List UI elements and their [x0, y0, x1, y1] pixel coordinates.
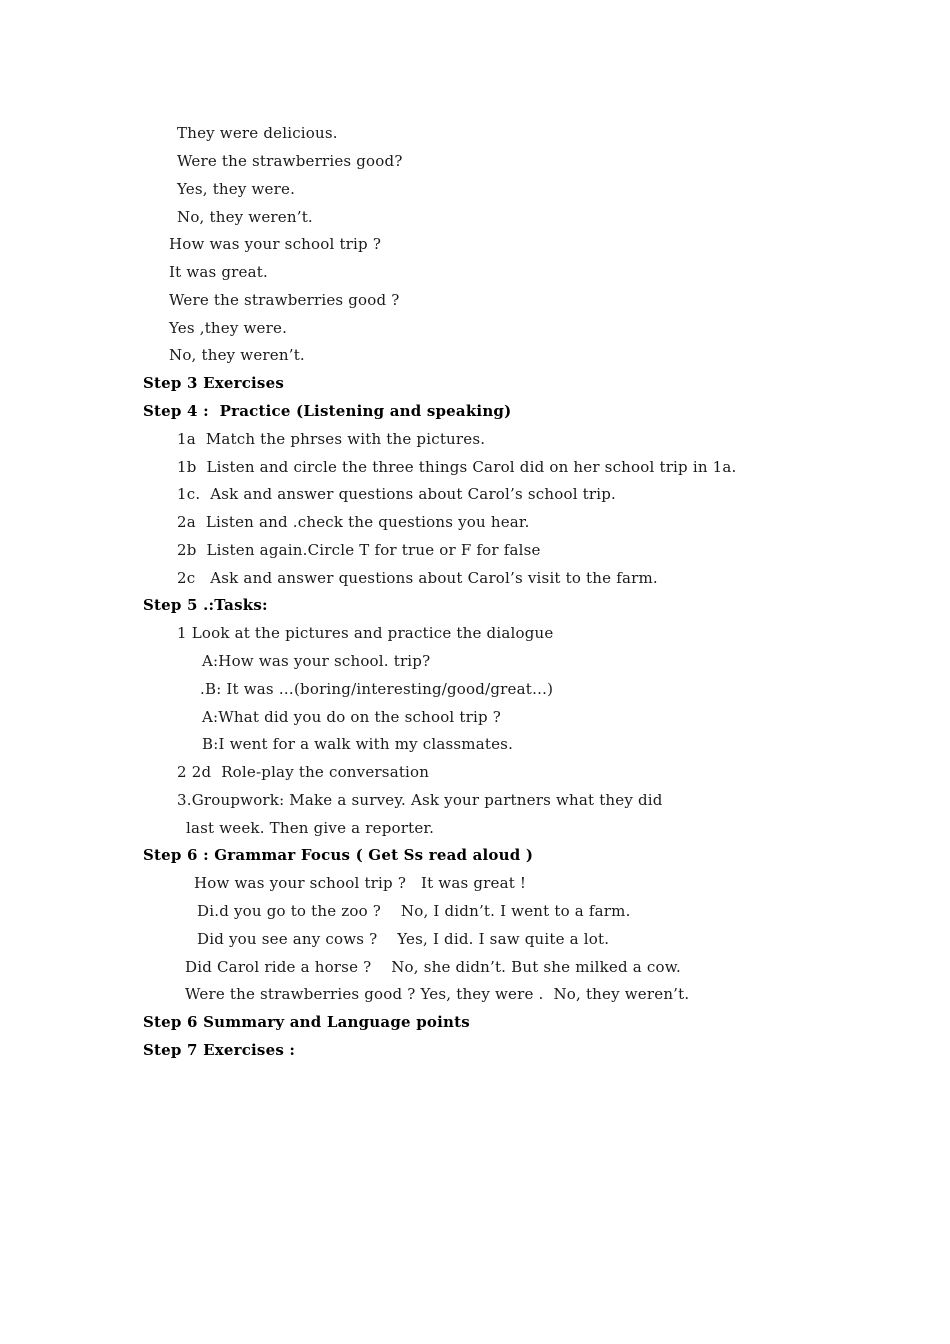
section-heading-step-4: Step 4 : Practice (Listening and speaking)	[143, 402, 512, 420]
section-heading-step-5: Step 5 .:Tasks:	[143, 596, 268, 614]
section-heading-step-3: Step 3 Exercises	[143, 374, 284, 392]
text-line: No, they weren’t.	[177, 208, 313, 226]
text-line: It was great.	[169, 263, 268, 281]
section-heading-step-7: Step 7 Exercises :	[143, 1041, 296, 1059]
text-line: 3.Groupwork: Make a survey. Ask your partners what they did	[177, 791, 663, 809]
text-line: They were delicious.	[177, 124, 338, 142]
text-line: A:How was your school. trip?	[202, 652, 431, 670]
text-line: 2a Listen and .check the questions you hear.	[177, 513, 530, 531]
text-line: Yes ,they were.	[169, 319, 288, 337]
text-line: Were the strawberries good?	[177, 152, 403, 170]
text-line: Di.d you go to the zoo ? No, I didn’t. I went to a farm.	[197, 902, 631, 920]
text-line: Did Carol ride a horse ? No, she didn’t. But she milked a cow.	[185, 958, 681, 976]
section-heading-step-6-summary: Step 6 Summary and Language points	[143, 1013, 470, 1031]
text-line: A:What did you do on the school trip ?	[202, 708, 501, 726]
text-line: B:I went for a walk with my classmates.	[202, 735, 514, 753]
text-line: .B: It was …(boring/interesting/good/great…)	[200, 680, 554, 698]
text-line: 2 2d Role-play the conversation	[177, 763, 430, 781]
text-line: 1c. Ask and answer questions about Carol’s school trip.	[177, 485, 617, 503]
text-line: Did you see any cows ? Yes, I did. I saw quite a lot.	[197, 930, 610, 948]
text-line: Were the strawberries good ? Yes, they were . No, they weren’t.	[185, 985, 690, 1003]
section-heading-step-6-grammar: Step 6 : Grammar Focus ( Get Ss read aloud )	[143, 846, 534, 864]
text-line: 1 Look at the pictures and practice the dialogue	[177, 624, 554, 642]
text-line: Yes, they were.	[177, 180, 296, 198]
text-line: 2c Ask and answer questions about Carol’s visit to the farm.	[177, 569, 658, 587]
text-line: 1b Listen and circle the three things Carol did on her school trip in 1a.	[177, 458, 737, 476]
text-line: 1a Match the phrses with the pictures.	[177, 430, 486, 448]
text-line: Were the strawberries good ?	[169, 291, 400, 309]
text-line: No, they weren’t.	[169, 346, 305, 364]
text-line: 2b Listen again.Circle T for true or F for false	[177, 541, 541, 559]
text-line: How was your school trip ?	[169, 235, 382, 253]
text-line: last week. Then give a reporter.	[186, 819, 435, 837]
text-line: How was your school trip ? It was great !	[194, 874, 527, 892]
